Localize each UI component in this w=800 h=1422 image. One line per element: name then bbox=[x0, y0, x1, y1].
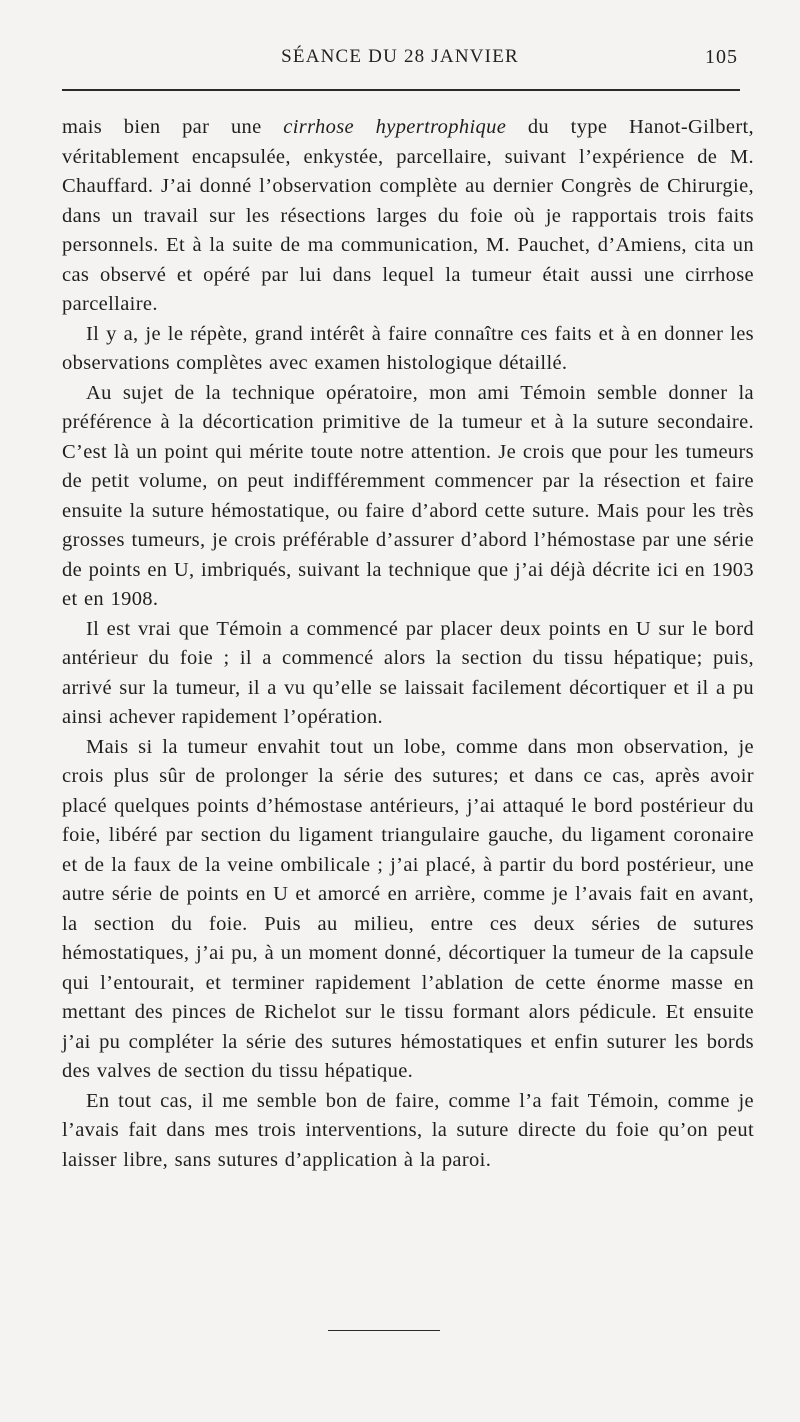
page-number: 105 bbox=[705, 46, 738, 68]
paragraph bbox=[62, 615, 754, 733]
text-segment: mais bien par une bbox=[62, 116, 284, 138]
paragraph bbox=[62, 379, 754, 615]
text-segment: En tout cas, il me semble bon de faire, comme l’a fait Témoin, comme je l’avais fait dans mes trois interventions, la suture directe du foie qu’on peut laisser libre, sans sutures d’application à la paroi. bbox=[62, 1089, 754, 1171]
paragraph bbox=[62, 113, 754, 320]
text-segment: Il y a, je le répète, grand intérêt à faire connaître ces faits et à en donner les observations complètes avec examen histologique détaillé. bbox=[62, 322, 754, 374]
text-segment: du type Hanot-Gilbert, véritablement encapsulée, enkystée, parcellaire, suivant l’expérience de M. Chauffard. J’ai donné l’observation complète au dernier Congrès de Chirurgie, dans un travail sur les résections larges du foie où je rapportais trois faits personnels. Et à la suite de ma communication, M. Pauchet, d’Amiens, cita un cas observé et opéré par lui dans lequel la tumeur était aussi une cirrhose parcellaire. bbox=[62, 116, 755, 315]
italic-text: cirrhose hypertrophique bbox=[283, 116, 507, 138]
end-rule bbox=[328, 1330, 440, 1331]
paragraph bbox=[62, 1087, 754, 1176]
running-head bbox=[60, 46, 740, 78]
text-segment: Au sujet de la technique opératoire, mon ami Témoin semble donner la préférence à la décortication primitive de la tumeur et à la suture secondaire. C’est là un point qui mérite toute notre attention. Je crois que pour les tumeurs de petit volume, on peut indifféremment commencer par la résection et faire ensuite la suture hémostatique, ou faire d’abord cette suture. Mais pour les très grosses tumeurs, je crois préférable d’assurer d’abord l’hémostase par une série de points en U, imbriqués, suivant la technique que j’ai déjà décrite ici en 1903 et en 1908. bbox=[62, 381, 754, 610]
body-text bbox=[62, 113, 754, 1175]
running-title: SÉANCE DU 28 JANVIER bbox=[281, 46, 519, 67]
text-segment: Mais si la tumeur envahit tout un lobe, comme dans mon observation, je crois plus sûr de prolonger la série des sutures; et dans ce cas, après avoir placé quelques points d’hémostase antérieurs, j’ai attaqué le bord postérieur du foie, libéré par section du ligament triangulaire gauche, du ligament coronaire et de la faux de la veine ombilicale ; j’ai placé, à partir du bord postérieur, une autre série de points en U et amorcé en arrière, comme je l’avais fait en avant, la section du foie. Puis au milieu, entre ces deux séries de sutures hémostatiques, j’ai pu, à un moment donné, décortiquer la tumeur de la capsule qui l’entourait, et terminer rapidement l’ablation de cette énorme masse en mettant des pinces de Richelot sur le tissu formant alors pédicule. Et ensuite j’ai pu compléter la série des sutures hémostatiques et enfin suturer les bords des valves de section du tissu hépatique. bbox=[62, 735, 754, 1082]
paragraph bbox=[62, 733, 754, 1087]
text-segment: Il est vrai que Témoin a commencé par placer deux points en U sur le bord antérieur du foie ; il a commencé alors la section du tissu hépatique; puis, arrivé sur la tumeur, il a vu qu’elle se laissait facilement décortiquer et il a pu ainsi achever rapidement l’opération. bbox=[62, 617, 754, 728]
header-rule bbox=[62, 89, 740, 91]
paragraph bbox=[62, 320, 754, 379]
